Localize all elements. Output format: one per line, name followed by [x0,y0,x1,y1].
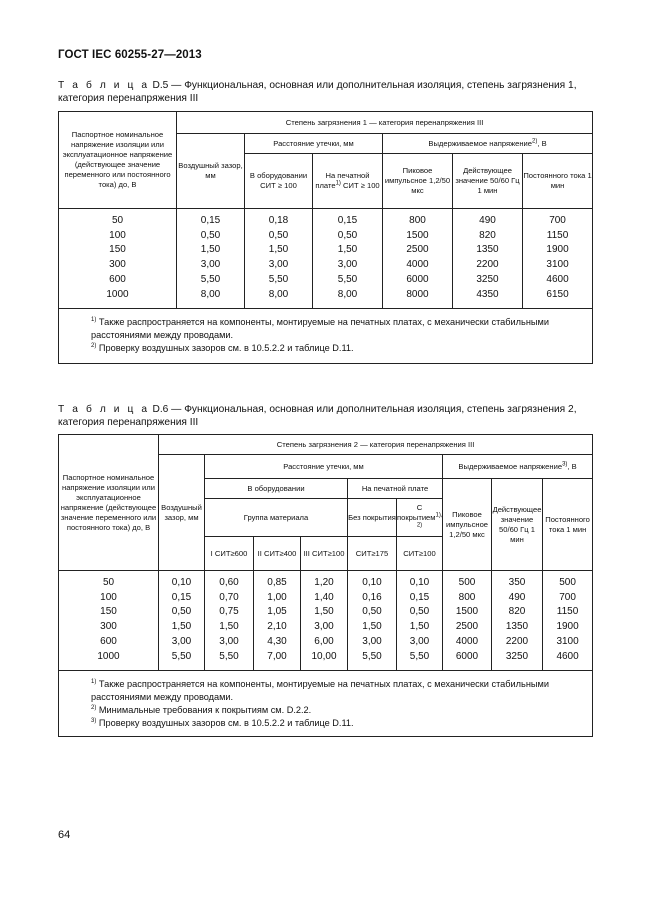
table-cell-value: 1150 [546,229,569,241]
d5-ac-header: Действующее значение 50/60 Гц 1 мин [453,154,523,209]
data-column-cell [523,209,593,309]
data-column-cell [397,571,443,671]
table-cell-value: 1,05 [267,606,287,618]
table-cell-value: 100 [109,229,126,241]
table-d6-caption-text: D.6 — Функциональная, основная или дополнительная изоляция, степень загрязнения 2, категория перенапряжения III [58,404,577,428]
d5-creepage-equipment-header: В оборудовании СИТ ≥ 100 [245,154,313,209]
d6-no-coating-header: Без покрытия [348,499,397,537]
table-d5-caption-text: D.5 — Функциональная, основная или дополнительная изоляция, степень загрязнения 1, категория перенапряжения III [58,80,577,104]
table-cell-value: 0,85 [267,577,287,588]
d5-impulse-header: Пиковое импульсное 1,2/50 мкс [383,154,453,209]
table-cell-value: 1,50 [200,244,221,256]
table-cell-value: 3,00 [268,259,289,271]
table-cell-value: 8000 [406,288,429,300]
d6-material-group-2-header: II СИТ≥400 [254,537,301,571]
table-cell-value: 820 [479,229,496,241]
document-header: ГОСТ IEC 60255-27—2013 [58,49,202,61]
table-cell-value: 1350 [505,621,529,633]
data-column-cell [543,571,593,671]
table-cell-value: 6000 [406,273,429,285]
table-cell-value: 3,00 [409,635,430,647]
table-cell-value: 7,00 [267,650,287,662]
table-cell-value: 50 [102,577,115,588]
table-cell-value: 0,10 [409,577,430,588]
table-cell-value: 3,00 [171,635,192,647]
table-cell-value: 4600 [556,650,579,662]
d6-footnotes [59,671,593,737]
table-cell-value: 0,15 [409,591,430,603]
data-column-cell [177,209,245,309]
footnote [67,678,584,704]
table-cell-value: 5,50 [200,273,221,285]
footnote-text: Минимальные требования к покрытиям см. D.2.2. [96,705,312,715]
table-cell-value: 1000 [106,288,129,300]
table-cell-value: 0,16 [362,591,382,603]
d6-with-coating-header [397,499,443,537]
table-cell-value: 3100 [556,635,579,647]
table-cell-value: 1,40 [314,591,334,603]
data-column-cell [348,571,397,671]
d6-pcb-cti-100-header: СИТ≥100 [397,537,443,571]
table-cell-value: 4350 [476,288,499,300]
table-cell-value: 1500 [455,606,479,618]
footnote-marker: 2) [91,342,97,349]
table-cell-value: 0,50 [362,606,382,618]
d6-voltage-header: Паспортное номинальное напряжение изоляции или эксплуатационное напряжение (действующее значение переменного или постоянного тока) до, В [59,435,159,571]
d6-impulse-header: Пиковое импульсное 1,2/50 мкс [443,479,492,571]
table-cell-value: 0,60 [219,577,239,588]
table-cell-value: 500 [559,577,576,588]
table-cell-value: 8,00 [337,288,358,300]
table-cell-value: 100 [100,591,117,603]
d6-with-coating-text: С покрытием [397,502,436,522]
table-cell-value: 1350 [476,244,499,256]
table-cell-value: 5,50 [171,650,192,662]
data-column-cell [383,209,453,309]
table-cell-value: 1,50 [171,621,192,633]
table-cell-value: 700 [549,215,566,226]
table-cell-value: 5,50 [268,273,289,285]
footnote-marker: 3) [91,717,97,724]
d6-withstand-note-ref: 3) [562,460,568,467]
d5-withstand-header [383,134,593,154]
table-cell-value: 1,50 [314,606,334,618]
d6-material-group-1-header: I СИТ≥600 [205,537,254,571]
table-cell-value: 2200 [505,635,529,647]
d5-pcb-label: На печатной плате [315,171,370,190]
table-cell-value: 1,50 [409,621,430,633]
table-cell-value: 5,50 [362,650,382,662]
table-cell-value: 1900 [556,621,579,633]
table-cell-value: 0,50 [171,606,192,618]
d6-data-row [59,571,593,671]
d5-pollution-group-header: Степень загрязнения 1 — категория перенапряжения III [177,112,593,134]
table-cell-value: 1,50 [362,621,382,633]
table-cell-value: 600 [100,635,117,647]
data-column-cell [59,571,159,671]
footnote-text: Проверку воздушных зазоров см. в 10.5.2.2 и таблице D.11. [96,718,354,728]
footnote [67,316,584,342]
table-cell-value: 0,50 [409,606,430,618]
table-cell-value: 820 [508,606,526,618]
table-cell-value: 0,10 [362,577,382,588]
table-cell-value: 800 [458,591,476,603]
d5-clearance-header: Воздушный зазор, мм [177,134,245,209]
data-column-cell [205,571,254,671]
table-cell-value: 1900 [546,244,569,256]
table-cell-value: 0,50 [268,229,289,241]
table-cell-value: 0,50 [200,229,221,241]
data-column-cell [313,209,383,309]
d6-with-coating-note-ref: 1), 2) [416,511,443,528]
table-cell-value: 0,15 [200,215,221,226]
data-column-cell [443,571,492,671]
d6-material-group-header: Группа материала [205,499,348,537]
d6-withstand-text: Выдерживаемое напряжение [458,461,563,471]
d5-withstand-text: Выдерживаемое напряжение [428,138,533,148]
table-cell-value: 300 [100,621,117,633]
table-cell-value: 1500 [406,229,429,241]
data-column-cell [301,571,348,671]
table-d6 [58,434,593,737]
footnote [67,704,584,717]
d6-creepage-header: Расстояние утечки, мм [205,455,443,479]
table-cell-value: 1,50 [219,621,239,633]
d6-material-group-3-header: III СИТ≥100 [301,537,348,571]
d6-withstand-unit: , В [567,461,577,471]
table-cell-value: 490 [479,215,496,226]
table-cell-value: 2500 [455,621,479,633]
d5-creepage-pcb-header [313,154,383,209]
table-cell-value: 1,50 [268,244,289,256]
table-cell-value: 0,18 [268,215,289,226]
table-cell-value: 500 [458,577,476,588]
table-cell-value: 3,00 [337,259,358,271]
table-d5-caption [58,79,594,105]
table-cell-value: 0,75 [219,606,239,618]
table-cell-value: 1,20 [314,577,334,588]
d6-pcb-cti-175-header: СИТ≥175 [348,537,397,571]
footnote [67,717,584,730]
table-d6-caption [58,403,594,429]
table-cell-value: 3,00 [362,635,382,647]
d6-clearance-header: Воздушный зазор, мм [159,455,205,571]
table-cell-value: 1150 [556,606,579,618]
d5-footnotes [59,309,593,364]
footnote-marker: 2) [91,704,97,711]
table-cell-value: 800 [409,215,426,226]
table-cell-value: 3,00 [200,259,221,271]
table-cell-value: 3100 [546,259,569,271]
table-cell-value: 4600 [546,273,569,285]
table-cell-value: 8,00 [200,288,221,300]
data-column-cell [453,209,523,309]
table-cell-value: 300 [109,259,126,271]
data-column-cell [254,571,301,671]
table-cell-value: 700 [559,591,576,603]
footnote-text: Проверку воздушных зазоров см. в 10.5.2.2 и таблице D.11. [96,343,354,353]
table-cell-value: 0,15 [337,215,358,226]
table-cell-value: 2,10 [267,621,287,633]
table-cell-value: 490 [508,591,526,603]
table-cell-value: 6150 [546,288,569,300]
table-cell-value: 0,70 [219,591,239,603]
data-column-cell [245,209,313,309]
footnote-text: Также распространяется на компоненты, монтируемые на печатных платах, с механически стабильными расстояниями между проводами. [91,317,549,340]
table-cell-value: 0,15 [171,591,192,603]
d6-pollution-group-header: Степень загрязнения 2 — категория перенапряжения III [159,435,593,455]
table-cell-value: 5,50 [219,650,239,662]
table-cell-value: 2200 [476,259,499,271]
table-cell-value: 4000 [406,259,429,271]
table-d5-caption-prefix: Т а б л и ц а [58,80,150,91]
footnote-text: Также распространяется на компоненты, монтируемые на печатных платах, с механически стабильными расстояниями между проводами. [91,679,549,702]
table-cell-value: 10,00 [311,650,337,662]
d5-withstand-unit: , В [537,138,547,148]
table-cell-value: 150 [109,244,126,256]
footnote-marker: 1) [91,316,97,323]
table-cell-value: 150 [100,606,117,618]
table-cell-value: 2500 [406,244,429,256]
table-cell-value: 0,50 [337,229,358,241]
table-cell-value: 3250 [476,273,499,285]
table-cell-value: 3,00 [219,635,239,647]
table-cell-value: 1000 [97,650,120,662]
table-cell-value: 0,10 [171,577,192,588]
d5-withstand-note-ref: 2) [532,137,538,144]
d5-data-row [59,209,593,309]
data-column-cell [492,571,543,671]
d5-dc-header: Постоянного тока 1 мин [523,154,593,209]
table-d5 [58,111,593,364]
table-cell-value: 5,50 [409,650,430,662]
data-column-cell [159,571,205,671]
d6-on-pcb-header: На печатной плате [348,479,443,499]
table-cell-value: 6000 [455,650,479,662]
table-cell-value: 3,00 [314,621,334,633]
d6-dc-header: Постоянного тока 1 мин [543,479,593,571]
table-cell-value: 5,50 [337,273,358,285]
table-cell-value: 350 [508,577,526,588]
table-cell-value: 4000 [455,635,479,647]
table-cell-value: 8,00 [268,288,289,300]
d5-pcb-note-ref: 1) [335,180,341,187]
table-d6-caption-prefix: Т а б л и ц а [58,404,150,415]
table-cell-value: 6,00 [314,635,334,647]
table-cell-value: 50 [111,215,124,226]
d5-pcb-cti: СИТ ≥ 100 [340,181,380,190]
table-cell-value: 600 [109,273,126,285]
table-cell-value: 1,00 [267,591,287,603]
footnote [67,342,584,355]
d6-ac-header: Действующее значение 50/60 Гц 1 мин [492,479,543,571]
d5-creepage-header: Расстояние утечки, мм [245,134,383,154]
table-cell-value: 3250 [505,650,529,662]
d6-withstand-header [443,455,593,479]
table-cell-value: 4,30 [267,635,287,647]
data-column-cell [59,209,177,309]
page-number: 64 [58,829,71,841]
table-cell-value: 1,50 [337,244,358,256]
d5-voltage-header: Паспортное номинальное напряжение изоляции или эксплуатационное напряжение (действующее значение переменного или постоянного тока) до, В [59,112,177,209]
d6-in-equipment-header: В оборудовании [205,479,348,499]
footnote-marker: 1) [91,678,97,685]
